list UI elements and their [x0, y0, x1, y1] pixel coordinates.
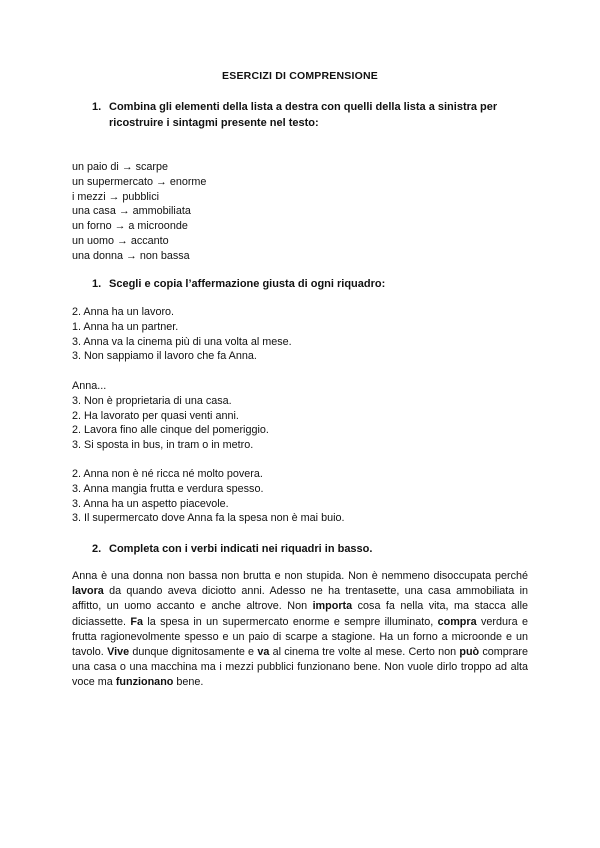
exercise-3-paragraph	[72, 569, 528, 691]
exercise-3-number: 2.	[92, 543, 102, 555]
text-run: la spesa in un supermercato enorme e sempre illuminato,	[143, 615, 438, 628]
exercise-1-instruction: Combina gli elementi della lista a destra con quelli della lista a sinistra per ricostruire i sintagmi presente nel testo:	[109, 101, 498, 129]
answer-line: 1. Anna ha un partner.	[72, 320, 179, 333]
list-item: una donna → non bassa	[72, 249, 190, 262]
verb-answer: lavora	[72, 585, 104, 598]
answer-line: 2. Lavora fino alle cinque del pomeriggio.	[72, 424, 269, 437]
exercise-2-box-3	[72, 467, 345, 526]
exercise-2-instruction: Scegli e copia l’affermazione giusta di ogni riquadro:	[109, 278, 386, 290]
list-item: i mezzi → pubblici	[72, 190, 160, 203]
exercise-1-number: 1.	[92, 101, 102, 113]
exercise-2-box-1	[72, 305, 292, 364]
answer-line: 3. Il supermercato dove Anna fa la spesa non è mai buio.	[72, 512, 345, 525]
exercise-2-box-2	[72, 379, 269, 453]
exercise-2-number: 1.	[92, 278, 102, 290]
list-item: un paio di → scarpe	[72, 161, 169, 173]
exercise-2-heading	[92, 276, 532, 292]
verb-answer: Fa	[130, 615, 143, 628]
text-run: Anna è una donna non bassa non brutta e non stupida. Non è nemmeno disoccupata perché	[72, 570, 528, 582]
verb-answer: importa	[312, 600, 353, 613]
text-run: verdura e frutta ragionevolmente spesso e un paio di scarpe a stagione. Ha un forno a microonde e un tavolo.	[72, 615, 528, 659]
list-item: un forno → a microonde	[72, 220, 188, 233]
verb-answer: può	[459, 646, 480, 659]
box-intro: Anna...	[72, 380, 107, 392]
answer-line: 2. Anna ha un lavoro.	[72, 306, 175, 318]
answer-line: 2. Ha lavorato per quasi venti anni.	[72, 409, 239, 422]
exercise-3-heading	[92, 541, 532, 557]
verb-answer: va	[257, 646, 270, 659]
answer-line: 2. Anna non è né ricca né molto povera.	[72, 468, 263, 480]
exercise-3-instruction: Completa con i verbi indicati nei riquadri in basso.	[109, 543, 373, 555]
text-run: dunque dignitosamente e	[129, 646, 258, 659]
exercise-1-list	[72, 160, 206, 264]
text-run: comprare una casa o una macchina ma i mezzi pubblici funzionano bene. Non vuole dirlo troppo ad alta voce ma	[72, 646, 529, 689]
verb-answer: Vive	[107, 646, 130, 659]
verb-answer: compra	[437, 615, 477, 628]
text-run: da quando aveva diciotto anni. Adesso ne ha trentasette, una casa ammobiliata in affitto, un uomo accanto e anche altrove. Non	[72, 585, 528, 613]
list-item: una casa → ammobiliata	[72, 205, 191, 218]
answer-line: 3. Non è proprietaria di una casa.	[72, 394, 232, 407]
answer-line: 3. Anna ha un aspetto piacevole.	[72, 497, 229, 510]
text-run: bene.	[173, 676, 204, 689]
page-title: ESERCIZI DI COMPRENSIONE	[222, 70, 378, 82]
verb-answer: funzionano	[115, 676, 174, 689]
exercise-1-heading	[92, 99, 512, 131]
list-item: un uomo → accanto	[72, 234, 169, 247]
answer-line: 3. Anna mangia frutta e verdura spesso.	[72, 482, 264, 495]
answer-line: 3. Si sposta in bus, in tram o in metro.	[72, 439, 254, 452]
list-item: un supermercato → enorme	[72, 175, 207, 188]
text-run: cosa fa nella vita, ma stacca alle diciassette.	[72, 600, 528, 628]
answer-line: 3. Non sappiamo il lavoro che fa Anna.	[72, 350, 257, 363]
answer-line: 3. Anna va la cinema più di una volta al mese.	[72, 335, 292, 348]
text-run: al cinema tre volte al mese. Certo non	[269, 646, 460, 659]
